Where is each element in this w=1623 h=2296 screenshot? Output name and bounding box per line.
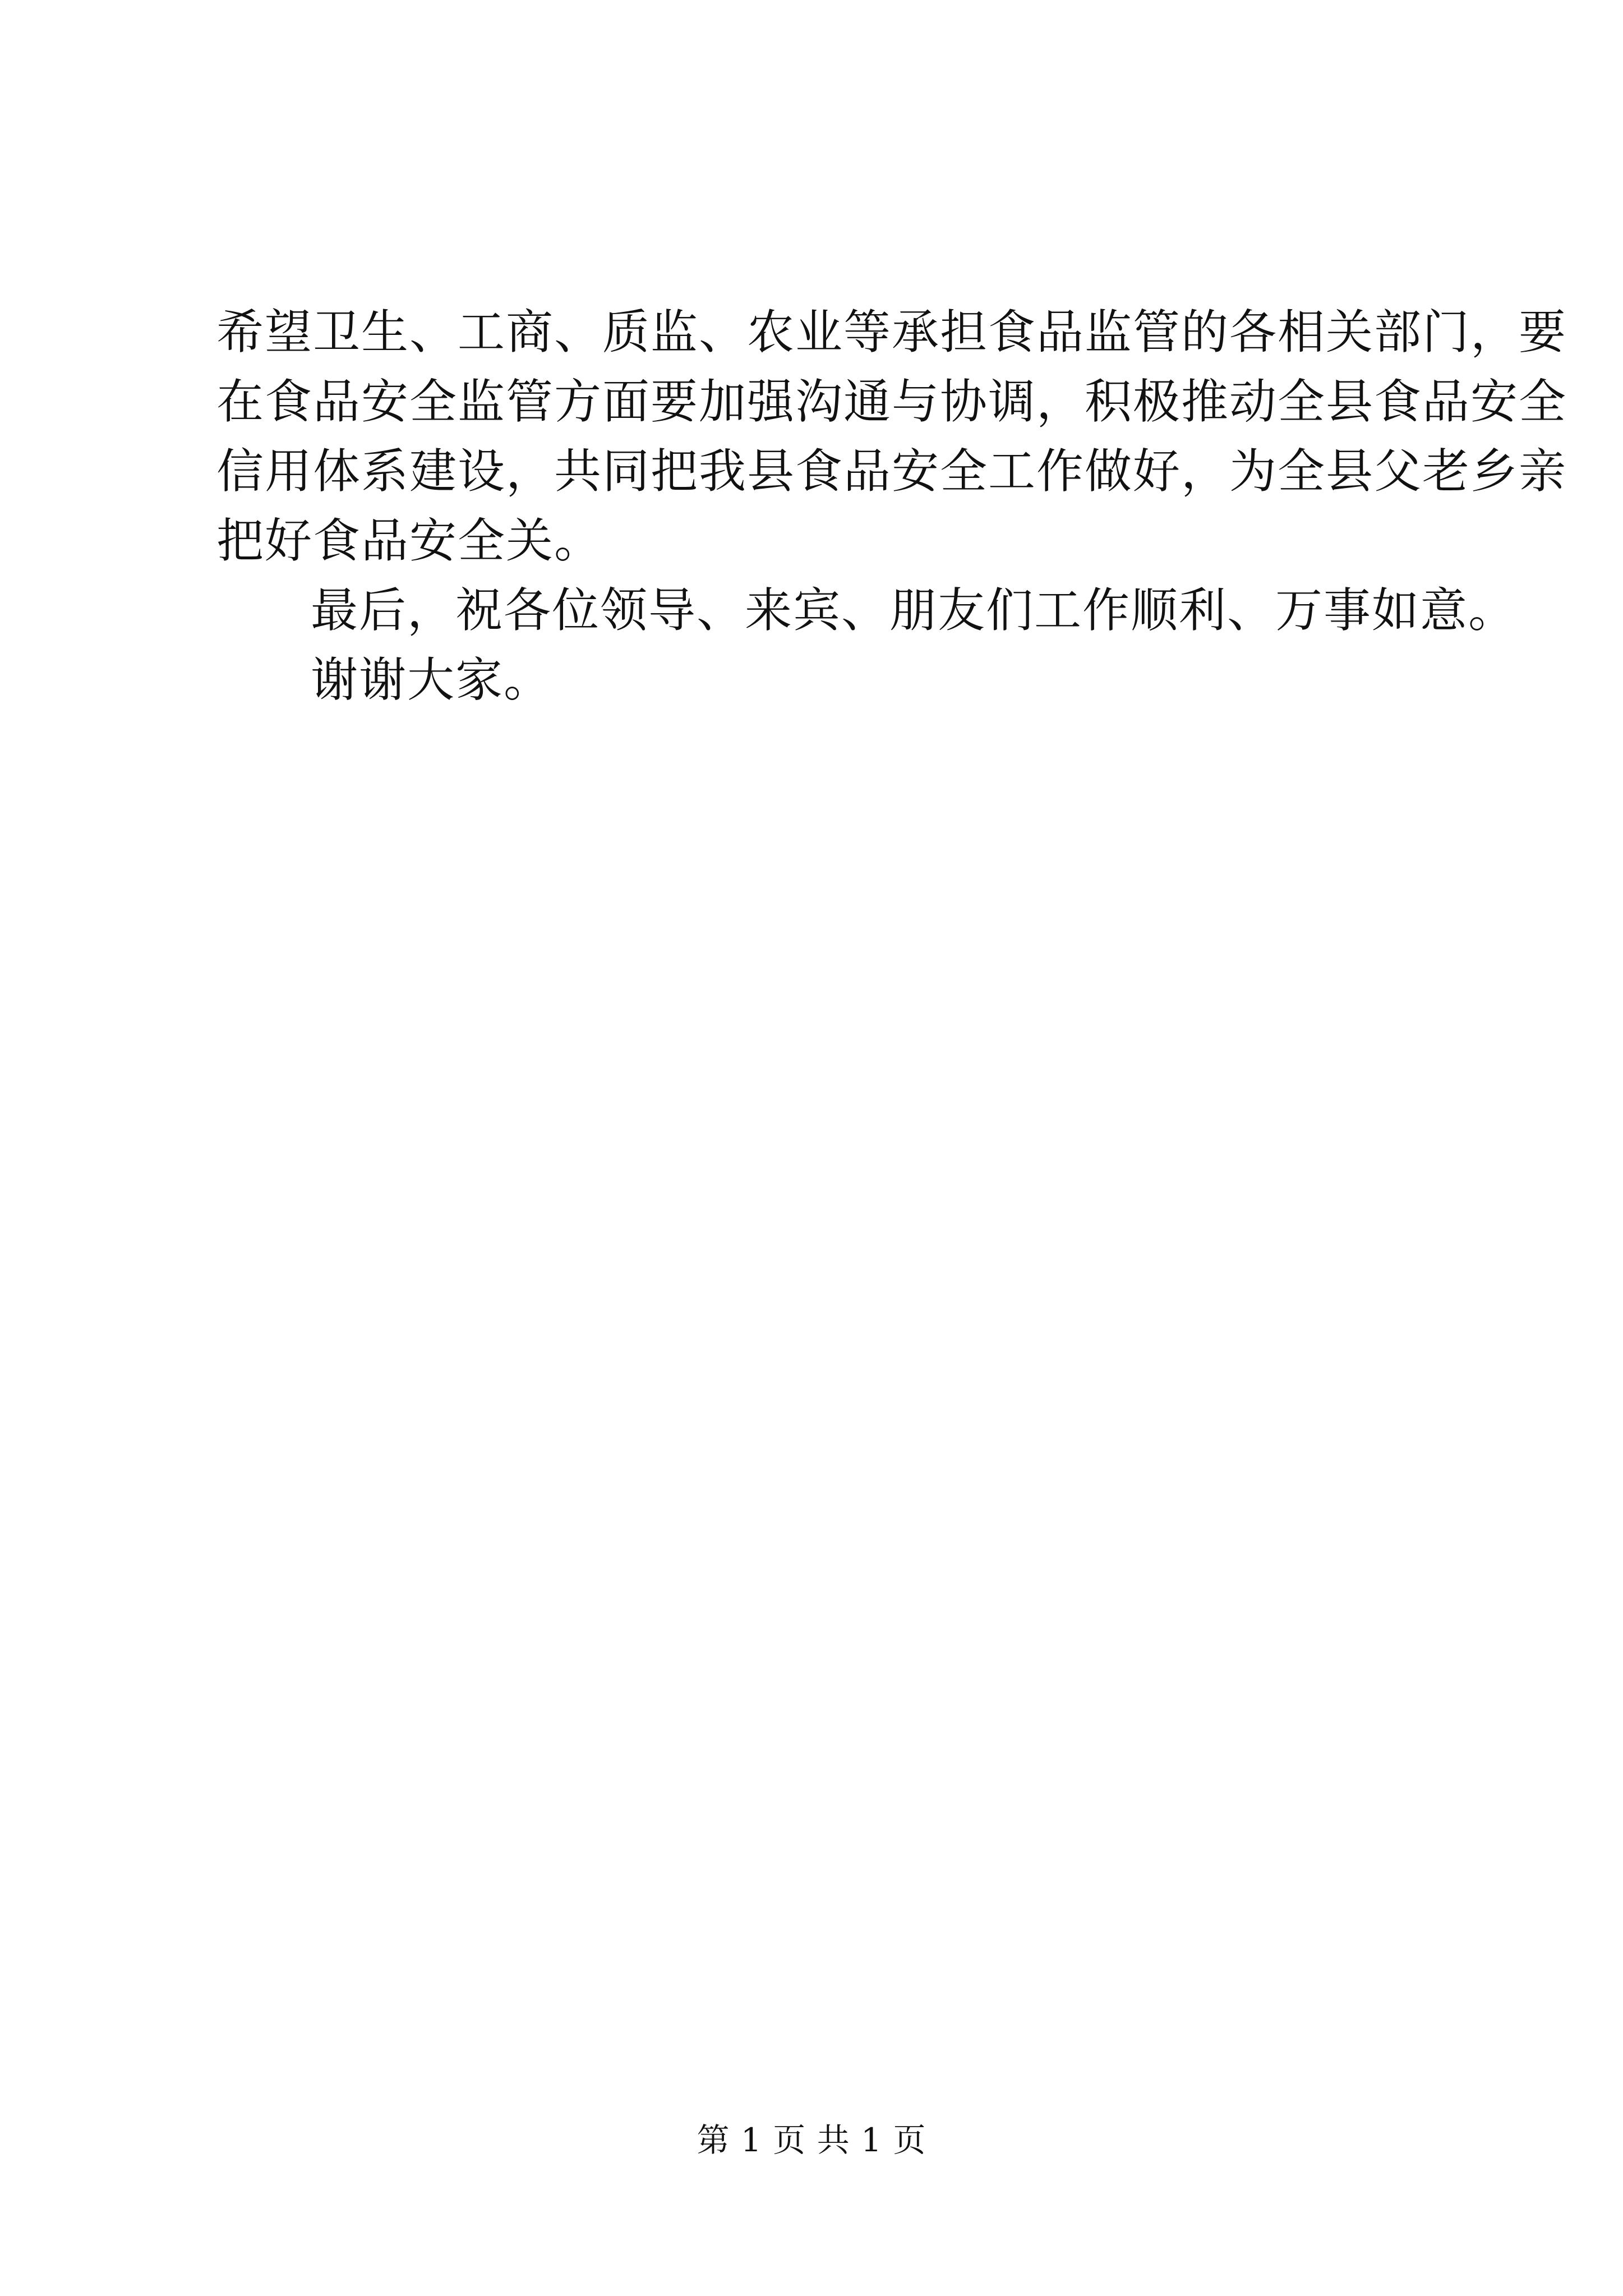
paragraph-line: 希望卫生、工商、质监、农业等承担食品监管的各相关部门，要: [216, 305, 1567, 360]
paragraph-line: 在食品安全监管方面要加强沟通与协调，积极推动全县食品安全: [216, 374, 1567, 429]
document-body: [216, 297, 1567, 715]
page-number-footer: 第 1 页 共 1 页: [697, 2121, 926, 2159]
paragraph-line: 把好食品安全关。: [216, 513, 603, 568]
paragraph-line: 信用体系建设，共同把我县食品安全工作做好，为全县父老乡亲: [216, 444, 1567, 499]
closing-wishes-paragraph: 最后，祝各位领导、来宾、朋友们工作顺利、万事如意。: [311, 583, 1517, 638]
thanks-paragraph: 谢谢大家。: [311, 652, 552, 707]
